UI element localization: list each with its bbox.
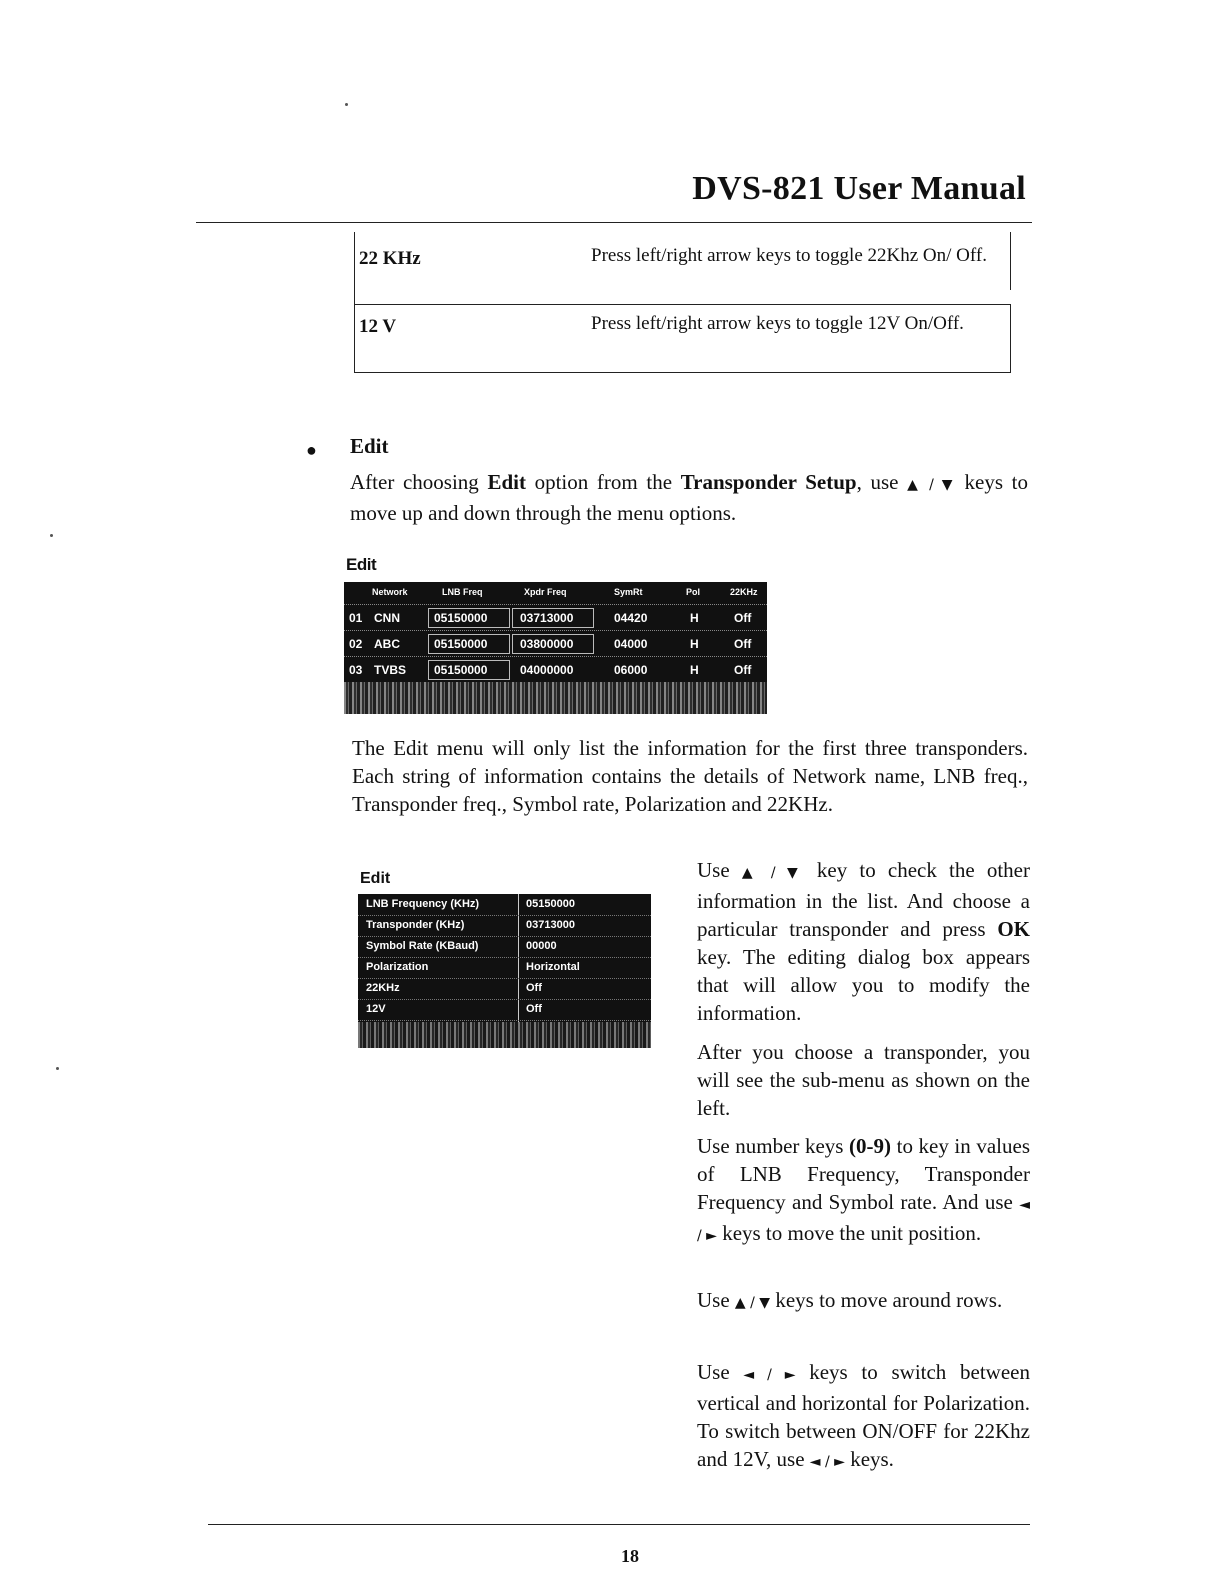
table-row bbox=[355, 304, 1011, 372]
network-name: ABC bbox=[374, 637, 400, 651]
table-row bbox=[355, 232, 1011, 304]
column-header: Xpdr Freq bbox=[524, 587, 567, 597]
dialog-row bbox=[358, 894, 651, 916]
dialog-row bbox=[358, 936, 651, 958]
instruction-paragraph: Use number keys (0-9) to key in values of LNB Frequency, Transponder Frequency and Symbol rate. And use ◄ / ► keys to move the unit position. bbox=[697, 1134, 1030, 1245]
column-header: SymRt bbox=[614, 587, 643, 597]
screen-title: Edit bbox=[346, 555, 377, 574]
left-right-arrow-icon: ◄ / ► bbox=[809, 1454, 845, 1470]
polarization: H bbox=[690, 611, 699, 625]
edit-list-screenshot bbox=[344, 582, 767, 714]
dialog-row bbox=[358, 999, 651, 1021]
field-label: Symbol Rate (KBaud) bbox=[366, 940, 479, 952]
22khz-state: Off bbox=[734, 637, 752, 651]
symbol-rate: 04000 bbox=[614, 637, 648, 651]
instruction-paragraph: Use ▲ / ▼ keys to move around rows. bbox=[697, 1288, 1003, 1312]
field-value: 00000 bbox=[526, 940, 557, 952]
scan-noise-strip bbox=[358, 1022, 651, 1048]
instruction-paragraph: Use ▲ / ▼ key to check the other information in the list. And choose a particular transponder and press OK key. The editing dialog box appears that will allow you to modify the information. bbox=[697, 858, 1030, 1025]
field-label: Polarization bbox=[366, 961, 429, 973]
polarization: H bbox=[690, 637, 699, 651]
symbol-rate: 04420 bbox=[614, 611, 648, 625]
table-row bbox=[344, 604, 767, 631]
field-label: LNB Frequency (KHz) bbox=[366, 898, 480, 910]
row-number: 01 bbox=[349, 611, 363, 625]
setting-description: Press left/right arrow keys to toggle 22Khz On/ Off. bbox=[591, 245, 987, 266]
setting-description: Press left/right arrow keys to toggle 12V On/Off. bbox=[591, 313, 964, 334]
bullet-icon: ● bbox=[306, 440, 317, 460]
up-down-arrow-icon: ▲ / ▼ bbox=[907, 477, 956, 493]
list-header bbox=[344, 582, 767, 604]
left-right-arrow-icon: ◄ / ► bbox=[697, 1197, 1030, 1244]
table-row bbox=[344, 656, 767, 683]
column-header: 22KHz bbox=[730, 587, 758, 597]
dialog-row bbox=[358, 957, 651, 979]
instruction-paragraph: Use ◄ / ► keys to switch between vertical and horizontal for Polarization. To switch between ON/OFF for 22Khz and 12V, use ◄ / ► keys. bbox=[697, 1360, 1030, 1471]
field-value: Horizontal bbox=[526, 961, 580, 973]
screen-title: Edit bbox=[360, 870, 391, 887]
edit-dialog-screenshot bbox=[358, 894, 651, 1048]
column-header: LNB Freq bbox=[442, 587, 483, 597]
field-value: 05150000 bbox=[526, 898, 575, 910]
field-value: Off bbox=[526, 982, 542, 994]
xpdr-freq: 04000000 bbox=[520, 663, 574, 677]
lnb-freq: 05150000 bbox=[434, 611, 488, 625]
network-name: TVBS bbox=[374, 663, 407, 677]
row-number: 03 bbox=[349, 663, 363, 677]
field-value: 03713000 bbox=[526, 919, 575, 931]
left-right-arrow-icon: ◄ / ► bbox=[743, 1367, 796, 1383]
network-name: CNN bbox=[374, 611, 400, 625]
field-label: 22KHz bbox=[366, 982, 400, 994]
setting-name: 12 V bbox=[359, 316, 397, 337]
dialog-row bbox=[358, 978, 651, 1000]
footer-divider bbox=[208, 1524, 1030, 1525]
lnb-freq: 05150000 bbox=[434, 637, 488, 651]
header-divider bbox=[196, 222, 1032, 223]
settings-table bbox=[354, 232, 1011, 373]
polarization: H bbox=[690, 663, 699, 677]
xpdr-freq: 03800000 bbox=[520, 637, 574, 651]
edit-intro-paragraph: After choosing Edit option from the Transponder Setup, use ▲ / ▼ keys to move up and down through the menu options. bbox=[350, 470, 1029, 525]
up-down-arrow-icon: ▲ / ▼ bbox=[734, 1295, 771, 1311]
scan-dot bbox=[50, 534, 53, 537]
field-label: Transponder (KHz) bbox=[366, 919, 465, 931]
scan-noise-strip bbox=[344, 682, 767, 714]
row-number: 02 bbox=[349, 637, 363, 651]
scan-dot bbox=[345, 103, 348, 106]
page-number: 18 bbox=[621, 1546, 639, 1566]
field-label: 12V bbox=[366, 1003, 386, 1015]
lnb-freq: 05150000 bbox=[434, 663, 488, 677]
page-title: DVS-821 User Manual bbox=[692, 170, 1026, 207]
xpdr-freq: 03713000 bbox=[520, 611, 574, 625]
edit-description-paragraph: The Edit menu will only list the information for the first three transponders. Each string of information contains the details of Network name, LNB freq., Transponder freq., Symbol rate, Polarization and 22KHz. bbox=[352, 736, 1028, 816]
setting-name: 22 KHz bbox=[359, 248, 421, 269]
dialog-row bbox=[358, 915, 651, 937]
up-down-arrow-icon: ▲ / ▼ bbox=[741, 865, 805, 881]
instruction-paragraph: After you choose a transponder, you will see the sub-menu as shown on the left. bbox=[697, 1040, 1030, 1120]
symbol-rate: 06000 bbox=[614, 663, 648, 677]
field-value: Off bbox=[526, 1003, 542, 1015]
column-header: Network bbox=[372, 587, 408, 597]
22khz-state: Off bbox=[734, 663, 752, 677]
table-row bbox=[344, 630, 767, 657]
section-heading: Edit bbox=[350, 434, 389, 458]
scan-dot bbox=[56, 1067, 59, 1070]
22khz-state: Off bbox=[734, 611, 752, 625]
column-header: Pol bbox=[686, 587, 701, 597]
